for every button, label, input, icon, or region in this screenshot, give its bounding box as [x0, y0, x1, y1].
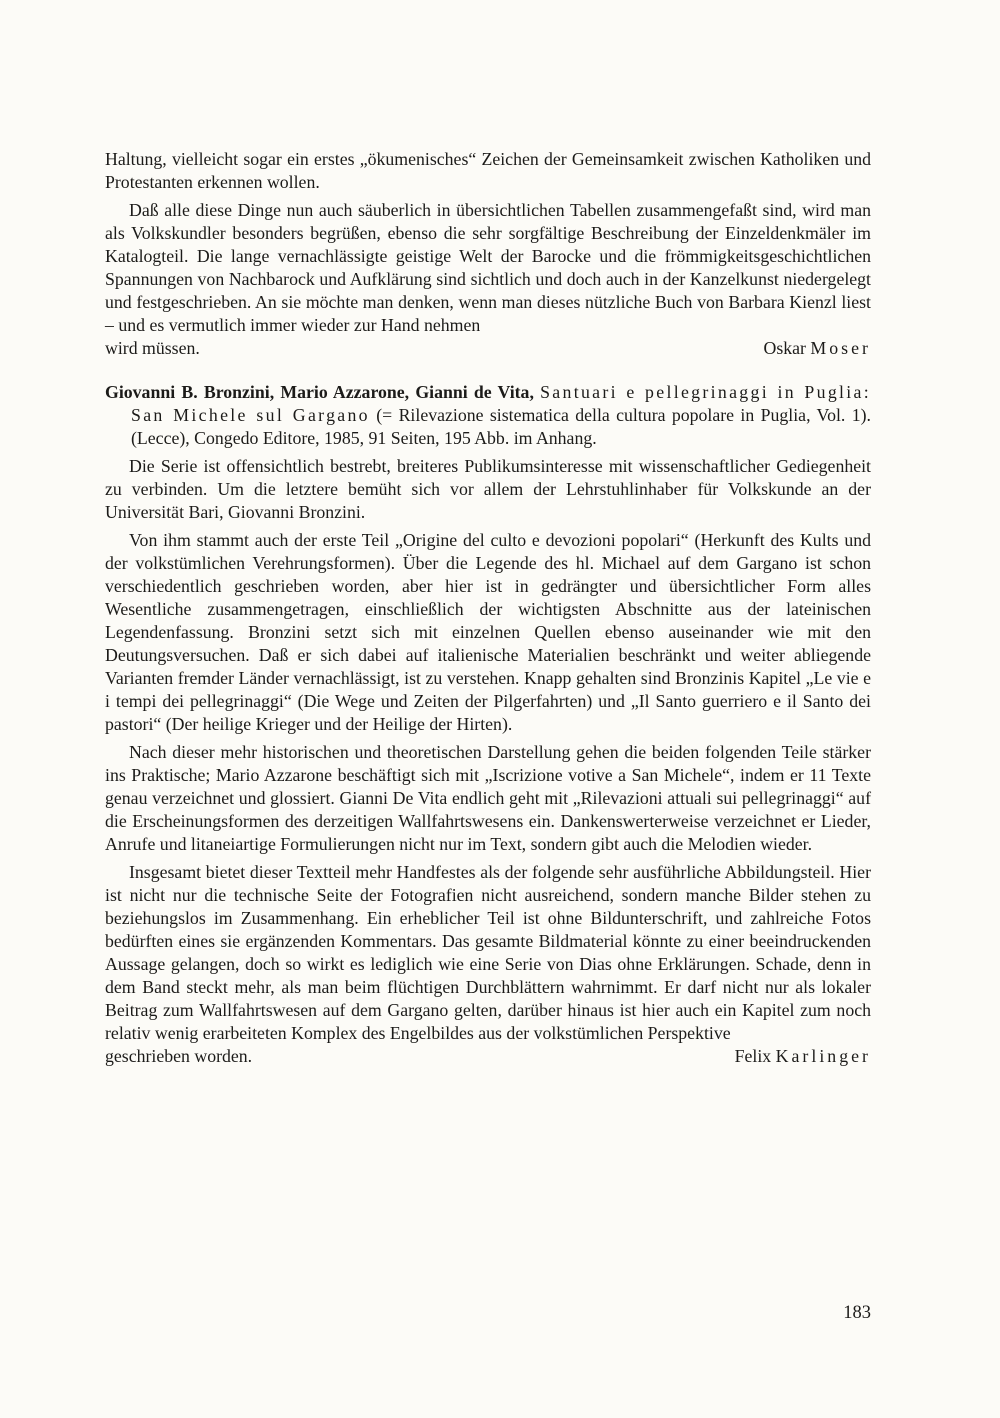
reviewer-last-name: Karlinger — [775, 1046, 871, 1066]
reviewer-last-name: Moser — [810, 338, 871, 358]
review-paragraph: Nach dieser mehr historischen und theoretischen Darstellung gehen die beiden folgenden Teile stärker ins Praktische; Mario Azzarone beschäftigt sich mit „Iscrizione votive a San Michele“, indem er 11 Texte genau verzeichnet und glossiert. Gianni De Vita endlich geht mit „Rilevazioni attuali sui pellegrinaggi“ auf die Erscheinungsformen des derzeitigen Wallfahrtswesens ein. Dankenswerterweise verzeichnet er Lieder, Anrufe und litaneiartige Formulierungen nicht nur im Text, sondern gibt auch die Melodien wieder. — [105, 742, 871, 854]
book-review-bronzini — [105, 381, 871, 1068]
citation-details: (= Rilevazione sistematica della cultura popolare in Puglia, Vol. 1). (Lecce), Congedo Editore, 1985, 91 Seiten, 195 Abb. im Anhang. — [131, 405, 871, 448]
citation-authors: Giovanni B. Bronzini, Mario Azzarone, Gianni de Vita, — [105, 382, 534, 402]
book-review-kienzl — [105, 148, 871, 360]
review-paragraph: Insgesamt bietet dieser Textteil mehr Handfestes als der folgende sehr ausführliche Abbildungsteil. Hier ist nicht nur die technische Seite der Fotografien nicht ausreichend, sondern manche Bilder stehen zu beziehungslos im Zusammenhang. Ein erheblicher Teil ist ohne Bildunterschrift, und zahlreiche Fotos bedürften eines sie ergänzenden Kommentars. Das gesamte Bildmaterial könnte zu einer beeindruckenden Aussage gelangen, doch so wirkt es lediglich wie eine Serie von Dias ohne Erklärungen. Schade, denn in dem Band steckt mehr, als man beim flüchtigen Durchblättern wahrnimmt. Er darf nicht nur als lokaler Beitrag zum Wallfahrtswesen auf dem Gargano gelten, darüber hinaus ist hier auch ein Kapitel zum noch relativ wenig erarbeiteten Komplex des Engelbildes aus der volkstümlichen Perspektive — [105, 862, 871, 1043]
review-paragraph: Haltung, vielleicht sogar ein erstes „ökumenisches“ Zeichen der Gemeinsamkeit zwischen Katholiken und Protestanten erkennen wollen. — [105, 149, 871, 192]
review-citation — [105, 381, 871, 450]
reviewer-first-name: Oskar — [763, 338, 806, 358]
reviewer-signature — [735, 1045, 871, 1068]
signature-line — [105, 337, 871, 360]
review-paragraph: Von ihm stammt auch der erste Teil „Origine del culto e devozioni popolari“ (Herkunft des Kults und der volkstümlichen Verehrungsformen). Über die Legende des hl. Michael auf dem Gargano ist schon verschiedentlich geschrieben worden, aber hier ist in gedrängter und übersichtlicher Form alles Wesentliche zusammengetragen, einschließlich der wichtigsten Abschnitte aus der lateinischen Legendenfassung. Bronzini setzt sich mit einzelnen Quellen ebenso auseinander wie mit den Deutungsversuchen. Daß er sich dabei auf italienische Materialien beschränkt und weiter abliegende Varianten fremder Länder vernachlässigt, ist zu verstehen. Knapp gehalten sind Bronzinis Kapitel „Le vie e i tempi dei pellegrinaggi“ (Die Wege und Zeiten der Pilgerfahrten) und „Il Santo guerriero e il Santo dei pastori“ (Der heilige Krieger und der Heilige der Hirten). — [105, 530, 871, 734]
signature-line — [105, 1045, 871, 1068]
text-block — [105, 148, 871, 1068]
review-paragraph: Die Serie ist offensichtlich bestrebt, breiteres Publikumsinteresse mit wissenschaftlicher Gediegenheit zu verbinden. Um die letztere bemüht sich vor allem der Lehrstuhlinhaber für Volkskunde an der Universität Bari, Giovanni Bronzini. — [105, 456, 871, 522]
citation-title: Santuari e pellegrinaggi in Puglia: San Michele sul Gargano — [131, 382, 871, 425]
reviewer-signature — [764, 337, 872, 360]
page-number: 183 — [843, 1303, 871, 1323]
review-paragraph: Daß alle diese Dinge nun auch säuberlich in übersichtlichen Tabellen zusammengefaßt sind, wird man als Volkskundler besonders begrüßen, ebenso die sehr sorgfältige Beschreibung der Einzeldenkmäler im Katalogteil. Die lange vernachlässigte geistige Welt der Barocke und die frömmigkeitsgeschichtlichen Spannungen von Nachbarock und Aufklärung sind sichtlich und doch auch in der Kanzelkunst niedergelegt und festgeschrieben. An sie möchte man denken, wenn man dieses nützliche Buch von Barbara Kienzl liest – und es vermutlich immer wieder zur Hand nehmen — [105, 200, 871, 335]
closing-words: geschrieben worden. — [105, 1046, 253, 1066]
reviewer-first-name: Felix — [734, 1046, 772, 1066]
closing-words: wird müssen. — [105, 338, 200, 358]
